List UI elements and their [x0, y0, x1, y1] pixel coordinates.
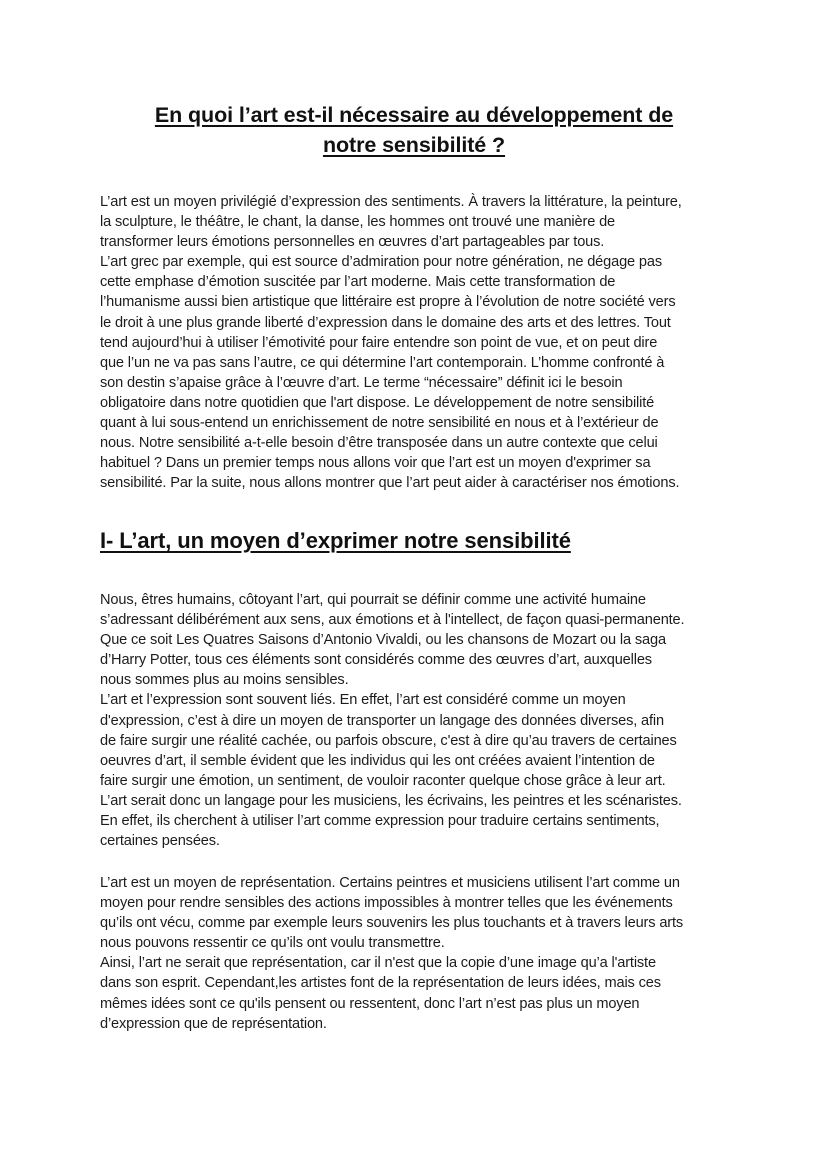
text-line: la sculpture, le théâtre, le chant, la danse, les hommes ont trouvé une manière de — [100, 214, 615, 231]
text-line: d’Harry Potter, tous ces éléments sont considérés comme des œuvres d’art, auxquelles — [100, 652, 652, 669]
text-line: l’humanisme aussi bien artistique que littéraire est propre à l’évolution de notre société vers — [100, 294, 676, 311]
text-line: Que ce soit Les Quatres Saisons d’Antonio Vivaldi, ou les chansons de Mozart ou la saga — [100, 632, 666, 649]
text-line: mêmes idées sont ce qu'ils pensent ou ressentent, donc l’art n’est pas plus un moyen — [100, 995, 640, 1012]
text-line: s’adressant délibérément aux sens, aux émotions et à l'intellect, de façon quasi-permanente. — [100, 612, 685, 629]
text-line: d'expression, c’est à dire un moyen de transporter un langage des données diverses, afin — [100, 712, 664, 729]
text-line: nous. Notre sensibilité a-t-elle besoin d’être transposée dans un autre contexte que celui — [100, 435, 658, 452]
text-line: Ainsi, l’art ne serait que représentation, car il n'est que la copie d’une image qu’a l'artiste — [100, 955, 656, 972]
text-line: Nous, êtres humains, côtoyant l’art, qui pourrait se définir comme une activité humaine — [100, 592, 646, 608]
text-line: En effet, ils cherchent à utiliser l’art comme expression pour traduire certains sentiments, — [100, 813, 660, 830]
text-line: oeuvres d’art, il semble évident que les individus qui les ont créées avaient l’intention de — [100, 752, 655, 769]
section-heading: I- L’art, un moyen d’exprimer notre sensibilité — [100, 528, 571, 553]
section1-paragraph-2 — [100, 873, 740, 1034]
text-line: L’art et l’expression sont souvent liés. En effet, l’art est considéré comme un moyen — [100, 692, 626, 709]
text-line: nous pouvons ressentir ce qu’ils ont voulu transmettre. — [100, 935, 445, 952]
text-line: L’art grec par exemple, qui est source d’admiration pour notre génération, ne dégage pas — [100, 254, 662, 271]
text-line: certaines pensées. — [100, 833, 220, 850]
text-line: d’expression que de représentation. — [100, 1015, 327, 1032]
intro-paragraph — [100, 192, 740, 493]
text-line: sensibilité. Par la suite, nous allons montrer que l’art peut aider à caractériser nos émotions. — [100, 475, 680, 492]
section1-paragraph-1 — [100, 590, 740, 851]
text-line: de faire surgir une réalité cachée, ou parfois obscure, c'est à dire qu’au travers de certaines — [100, 732, 677, 749]
text-line: quant à lui sous-entend un enrichissement de notre sensibilité en nous et à l’extérieur de — [100, 415, 659, 432]
text-line: faire surgir une émotion, un sentiment, de vouloir raconter quelque chose grâce à leur art. — [100, 772, 666, 789]
text-line: L’art est un moyen privilégié d’expression des sentiments. À travers la littérature, la peinture, — [100, 194, 682, 210]
text-line: obligatoire dans notre quotidien que l'art dispose. Le développement de notre sensibilité — [100, 394, 655, 411]
text-line: dans son esprit. Cependant,les artistes font de la représentation de leurs idées, mais ces — [100, 975, 661, 992]
text-line: son destin s’apaise grâce à l’œuvre d’art. Le terme “nécessaire” définit ici le besoin — [100, 374, 623, 391]
text-line: le droit à une plus grande liberté d’expression dans le domaine des arts et des lettres. Tout — [100, 314, 671, 331]
text-line: L’art est un moyen de représentation. Certains peintres et musiciens utilisent l’art comme un — [100, 875, 680, 891]
document-title — [100, 100, 728, 160]
text-line: qu’ils ont vécu, comme par exemple leurs souvenirs les plus touchants et à travers leurs arts — [100, 915, 684, 932]
text-line: que l’un ne va pas sans l’autre, ce qui détermine l’art contemporain. L’homme confronté à — [100, 354, 665, 371]
text-line: transformer leurs émotions personnelles en œuvres d’art partageables par tous. — [100, 234, 605, 251]
text-line: moyen pour rendre sensibles des actions impossibles à montrer telles que les événements — [100, 895, 673, 912]
text-line: nous sommes plus au moins sensibles. — [100, 672, 349, 689]
text-line: cette emphase d’émotion suscitée par l’art moderne. Mais cette transformation de — [100, 274, 616, 291]
text-line: tend aujourd’hui à utiliser l’émotivité pour faire entendre son point de vue, et on peut dire — [100, 334, 658, 351]
title-line: notre sensibilité ? — [322, 133, 506, 157]
title-line: En quoi l’art est-il nécessaire au développement de — [154, 103, 674, 127]
text-line: L’art serait donc un langage pour les musiciens, les écrivains, les peintres et les scénaristes. — [100, 792, 682, 809]
text-line: habituel ? Dans un premier temps nous allons voir que l’art est un moyen d'exprimer sa — [100, 455, 651, 472]
